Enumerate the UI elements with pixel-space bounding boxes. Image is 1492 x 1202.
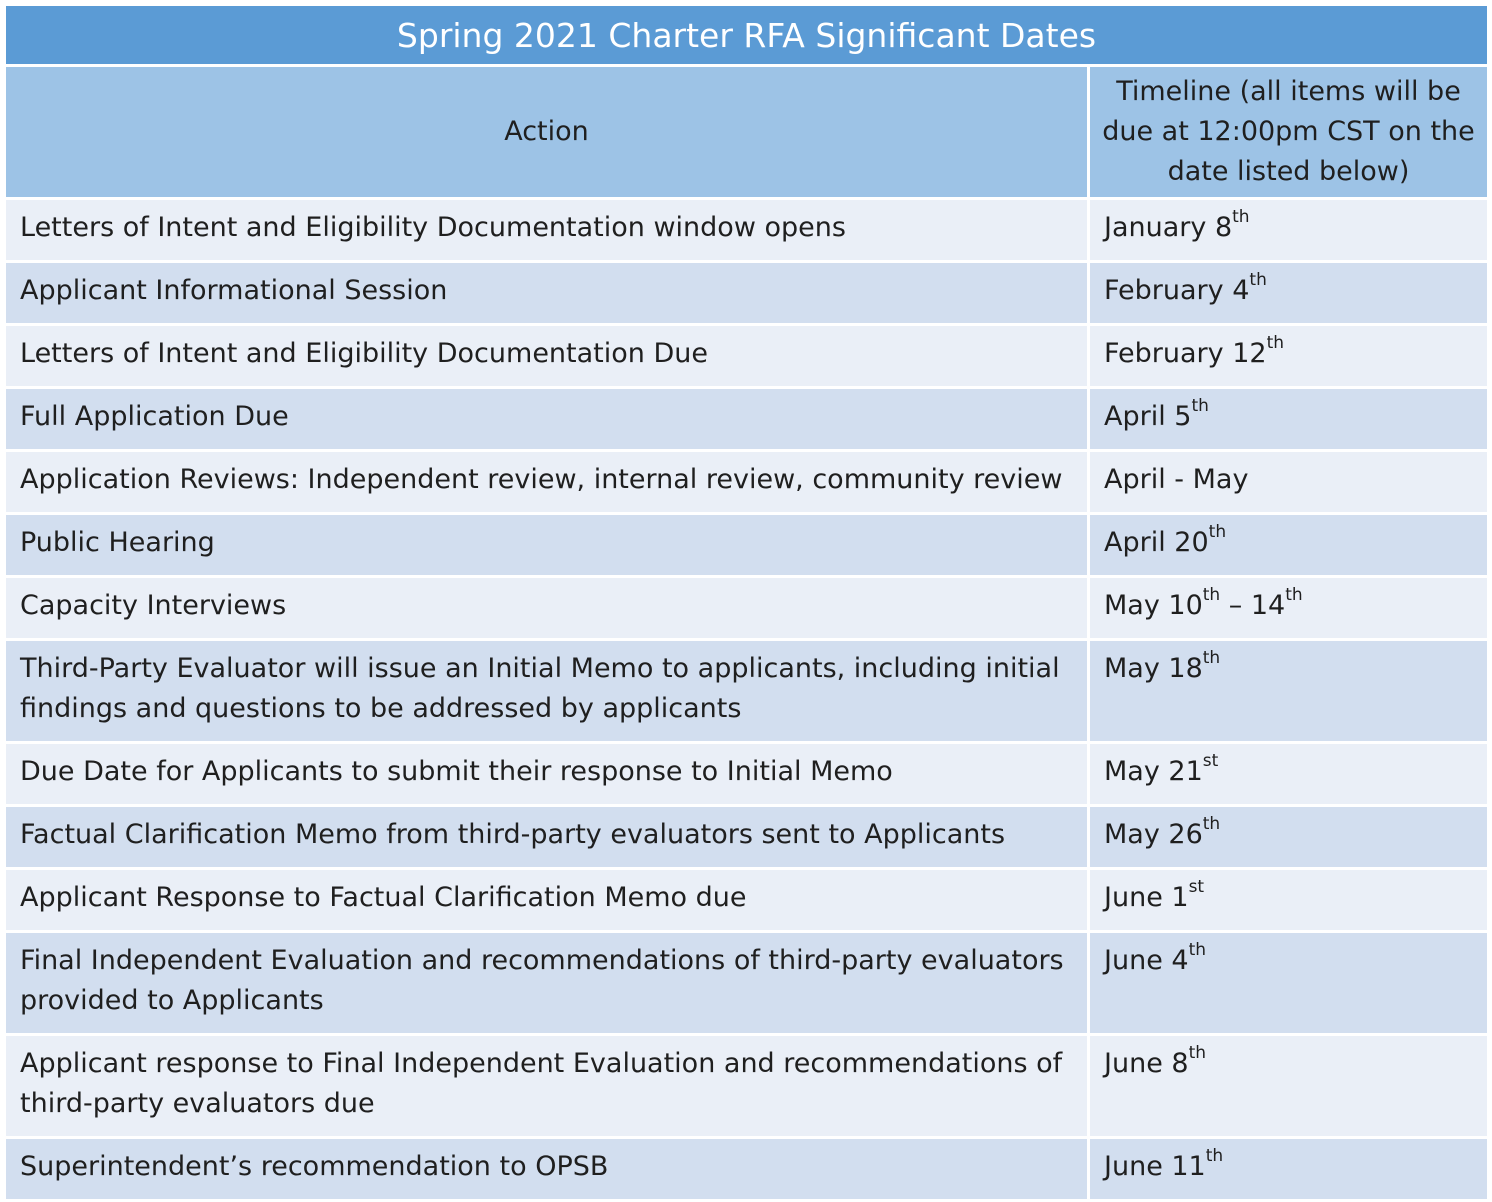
action-cell: Applicant Informational Session (5, 262, 1089, 325)
table-row (5, 640, 1489, 743)
action-cell: Superintendent’s recommendation to OPSB (5, 1138, 1089, 1201)
date-cell: January 8th (1089, 199, 1489, 262)
table-row (5, 199, 1489, 262)
date-cell: April 20th (1089, 514, 1489, 577)
timeline-column-header: Timeline (all items will be due at 12:00pm CST on the date listed below) (1089, 66, 1489, 199)
dates-table-container (3, 3, 1487, 1202)
action-cell: Applicant response to Final Independent Evaluation and recommendations of third-party evaluators due (5, 1035, 1089, 1138)
date-cell: February 4th (1089, 262, 1489, 325)
date-cell: February 12th (1089, 325, 1489, 388)
action-cell: Final Independent Evaluation and recommendations of third-party evaluators provided to Applicants (5, 932, 1089, 1035)
action-cell: Third-Party Evaluator will issue an Initial Memo to applicants, including initial findings and questions to be addressed by applicants (5, 640, 1089, 743)
table-row (5, 932, 1489, 1035)
action-cell: Public Hearing (5, 514, 1089, 577)
date-cell: April 5th (1089, 388, 1489, 451)
date-cell: June 8th (1089, 1035, 1489, 1138)
action-cell: Capacity Interviews (5, 577, 1089, 640)
date-cell: May 18th (1089, 640, 1489, 743)
table-header-row (5, 66, 1489, 199)
table-row (5, 388, 1489, 451)
significant-dates-table (3, 3, 1490, 1202)
table-title: Spring 2021 Charter RFA Significant Dates (5, 5, 1489, 66)
date-cell: April - May (1089, 451, 1489, 514)
date-cell: May 10th – 14th (1089, 577, 1489, 640)
date-cell: May 26th (1089, 806, 1489, 869)
action-column-header: Action (5, 66, 1089, 199)
table-row (5, 325, 1489, 388)
table-row (5, 577, 1489, 640)
action-cell: Factual Clarification Memo from third-party evaluators sent to Applicants (5, 806, 1089, 869)
table-row (5, 806, 1489, 869)
table-row (5, 1035, 1489, 1138)
table-row (5, 869, 1489, 932)
date-cell: June 1st (1089, 869, 1489, 932)
action-cell: Letters of Intent and Eligibility Documentation Due (5, 325, 1089, 388)
table-row (5, 514, 1489, 577)
date-cell: June 4th (1089, 932, 1489, 1035)
action-cell: Full Application Due (5, 388, 1089, 451)
table-row (5, 743, 1489, 806)
date-cell: May 21st (1089, 743, 1489, 806)
action-cell: Due Date for Applicants to submit their response to Initial Memo (5, 743, 1089, 806)
table-row (5, 262, 1489, 325)
date-cell: June 11th (1089, 1138, 1489, 1201)
action-cell: Application Reviews: Independent review, internal review, community review (5, 451, 1089, 514)
action-cell: Letters of Intent and Eligibility Documentation window opens (5, 199, 1089, 262)
table-row (5, 451, 1489, 514)
action-cell: Applicant Response to Factual Clarification Memo due (5, 869, 1089, 932)
table-row (5, 1138, 1489, 1201)
table-title-row (5, 5, 1489, 66)
